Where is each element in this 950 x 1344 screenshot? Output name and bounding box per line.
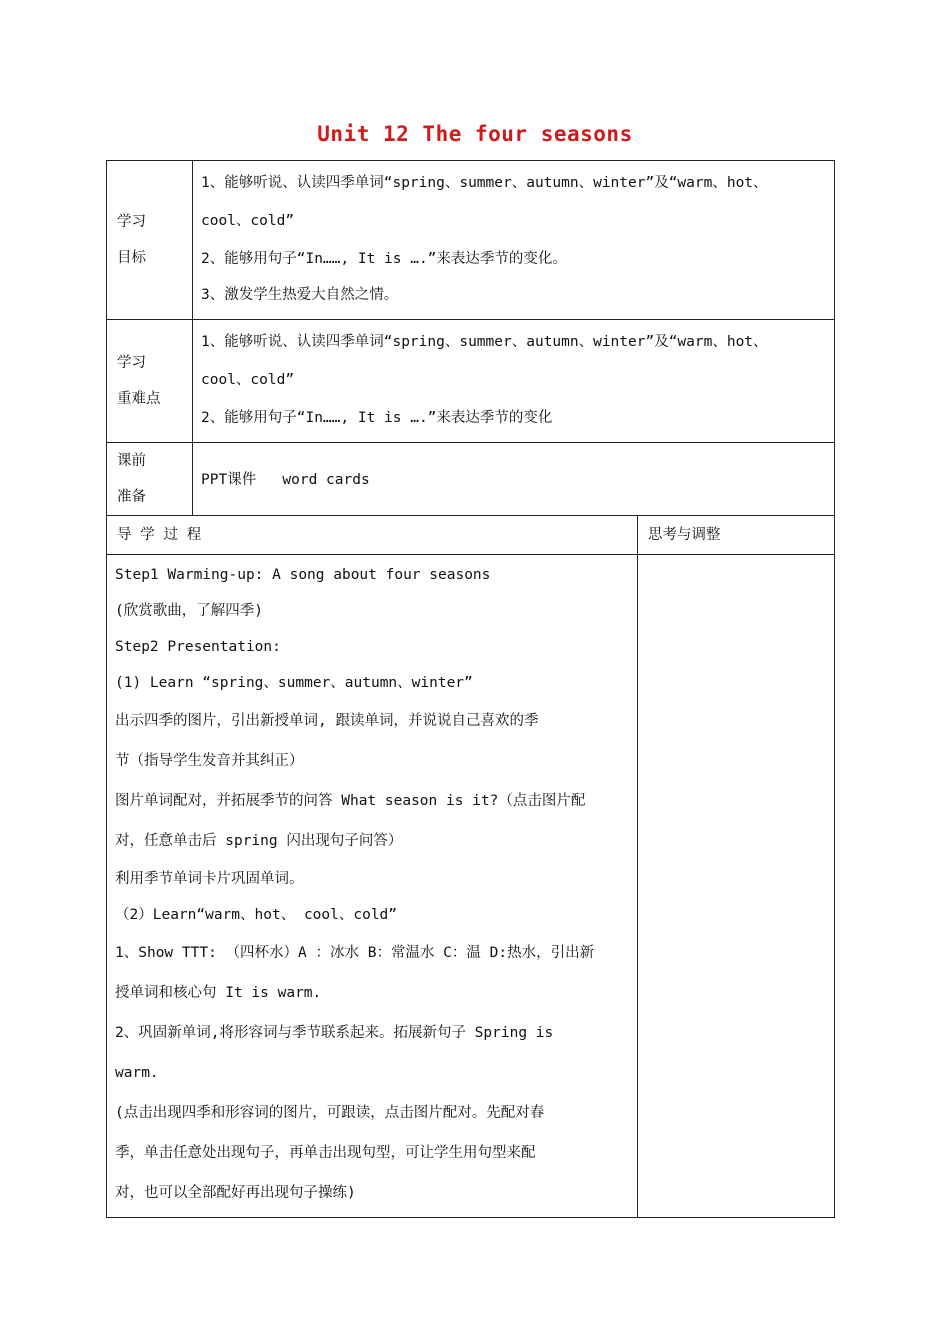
process-body-row: [107, 555, 835, 1218]
process-line: 对，也可以全部配好再出现句子操练): [115, 1185, 356, 1201]
process-line: Step2 Presentation:: [115, 639, 281, 655]
process-line: 利用季节单词卡片巩固单词。: [115, 871, 304, 887]
process-line: (点击出现四季和形容词的图片，可跟读，点击图片配对。先配对春: [115, 1105, 545, 1121]
goals-label: [107, 161, 193, 320]
process-line: 对，任意单击后 spring 闪出现句子问答）: [115, 833, 403, 849]
process-line: warm.: [115, 1065, 159, 1081]
process-line: Step1 Warming-up: A song about four seasons: [115, 567, 491, 583]
goals-line: 1、能够听说、认读四季单词“spring、summer、autumn、winter”及“warm、hot、: [201, 175, 768, 191]
process-line: 2、巩固新单词,将形容词与季节联系起来。拓展新句子 Spring is: [115, 1025, 554, 1041]
process-line: 出示四季的图片，引出新授单词, 跟读单词，并说说自己喜欢的季: [115, 713, 539, 729]
key-points-line: 1、能够听说、认读四季单词“spring、summer、autumn、winter”及“warm、hot、: [201, 334, 768, 350]
process-line: (欣赏歌曲，了解四季): [115, 603, 263, 619]
key-points-label-line-2: 重难点: [117, 391, 161, 407]
key-points-line: cool、cold”: [201, 372, 295, 388]
goals-line: cool、cold”: [201, 213, 295, 229]
preparation-label-line-1: 课前: [117, 453, 146, 469]
goals-label-line-2: 目标: [117, 250, 146, 266]
key-points-label: [107, 320, 193, 443]
goals-label-line-1: 学习: [117, 214, 146, 230]
preparation-label: [107, 443, 193, 516]
process-line: 图片单词配对，并拓展季节的问答 What season is it?（点击图片配: [115, 793, 586, 809]
preparation-content: PPT课件 word cards: [193, 443, 835, 516]
goals-row: [107, 161, 835, 320]
process-header-row: [107, 516, 835, 555]
preparation-row: [107, 443, 835, 516]
key-points-content: [193, 320, 835, 443]
document-title: Unit 12 The four seasons: [317, 122, 633, 146]
goals-content: [193, 161, 835, 320]
adjustment-notes-cell: [638, 555, 835, 1218]
key-points-line: 2、能够用句子“In……, It is ….”来表达季节的变化: [201, 410, 553, 426]
process-line: 1、Show TTT: （四杯水）A ：冰水 B：常温水 C：温 D:热水，引出新: [115, 945, 595, 961]
preparation-label-line-2: 准备: [117, 489, 146, 505]
process-line: 节（指导学生发音并其纠正）: [115, 753, 304, 769]
process-header-left: 导 学 过 程: [107, 516, 638, 555]
goals-line: 3、激发学生热爱大自然之情。: [201, 287, 399, 303]
lesson-plan-table: [106, 160, 835, 1218]
key-points-label-line-1: 学习: [117, 355, 146, 371]
process-line: (1) Learn “spring、summer、autumn、winter”: [115, 675, 473, 691]
process-line: 授单词和核心句 It is warm.: [115, 985, 322, 1001]
process-content: [107, 555, 638, 1218]
process-header-right: 思考与调整: [638, 516, 835, 555]
goals-line: 2、能够用句子“In……, It is ….”来表达季节的变化。: [201, 251, 567, 267]
key-points-row: [107, 320, 835, 443]
process-line: 季，单击任意处出现句子，再单击出现句型，可让学生用句型来配: [115, 1145, 536, 1161]
process-line: （2）Learn“warm、hot、 cool、cold”: [115, 907, 398, 923]
